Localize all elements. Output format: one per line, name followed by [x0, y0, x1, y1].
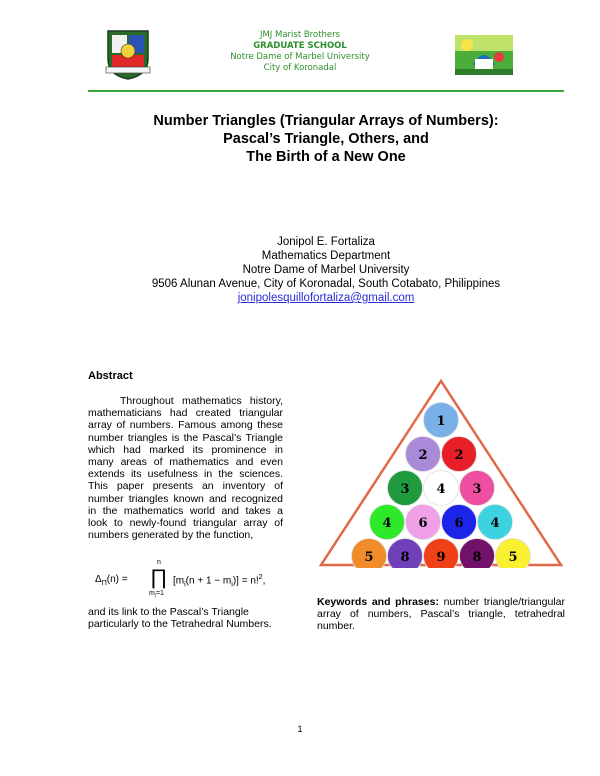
- triangle-ball-number: 3: [472, 482, 482, 497]
- header-line-2: GRADUATE SCHOOL: [253, 41, 347, 51]
- triangle-ball-number: 1: [436, 414, 446, 429]
- formula-rhs: n!: [250, 575, 259, 587]
- author-name: Jonipol E. Fortaliza: [277, 236, 375, 248]
- number-triangle-svg: [318, 378, 564, 568]
- triangle-ball-number: 4: [490, 516, 500, 531]
- triangle-ball-number: 4: [436, 482, 446, 497]
- abstract-body: Throughout mathematics history, mathematicians had created triangular array of numbers. Famous among these number triangles is the Pascal’s Triangle which had marked its prominence in many areas of mathematics and even extends its usefulness in the sciences. This paper presents an inventory of number triangles known and recognized in the mathematics world and takes a look to newly-found triangular array of numbers generated by the function,: [88, 395, 283, 542]
- formula-delta-sub: Π: [101, 580, 107, 587]
- title-line-2: Pascal’s Triangle, Others, and: [223, 131, 429, 147]
- triangle-ball-number: 3: [400, 482, 410, 497]
- header-line-3: Notre Dame of Marbel University: [230, 52, 370, 62]
- triangle-ball-number: 8: [472, 550, 482, 565]
- triangle-ball-number: 9: [436, 550, 446, 565]
- abstract-heading: Abstract: [88, 370, 133, 382]
- university-seal-logo: [104, 27, 152, 81]
- author-email-link[interactable]: jonipolesquillofortaliza@gmail.com: [237, 292, 415, 304]
- triangle-ball-number: 6: [418, 516, 428, 531]
- formula-product-upper: n: [157, 559, 161, 566]
- triangle-ball-number: 8: [400, 550, 410, 565]
- triangle-ball-number: 6: [454, 516, 464, 531]
- triangle-ball-number: 5: [364, 550, 374, 565]
- triangle-ball-number: 4: [382, 516, 392, 531]
- author-block: [88, 235, 564, 305]
- formula: [95, 559, 285, 602]
- abstract-tail: and its link to the Pascal’s Triangle particularly to the Tetrahedral Numbers.: [88, 606, 272, 631]
- title-line-1: Number Triangles (Triangular Arrays of Numbers):: [153, 113, 499, 129]
- formula-delta: Δ: [95, 574, 102, 585]
- header-divider: [88, 90, 564, 92]
- keywords-text: number triangle/triangular array of numbers, Pascal’s triangle, tetrahedral number.: [317, 596, 565, 633]
- author-address: 9506 Alunan Avenue, City of Koronadal, South Cotabato, Philippines: [151, 278, 501, 290]
- paper-title: [88, 112, 564, 166]
- header-line-4: City of Koronadal: [263, 63, 337, 73]
- formula-body-end: )] =: [232, 575, 248, 587]
- formula-body-mid: (n + 1 − m: [185, 575, 232, 587]
- formula-rhs-exp: 2: [258, 574, 263, 581]
- keywords-block: [317, 596, 565, 633]
- formula-body-sub2: i: [231, 581, 233, 589]
- triangle-ball-number: 2: [418, 448, 428, 463]
- title-line-3: The Birth of a New One: [246, 149, 406, 165]
- triangle-ball-number: 2: [454, 448, 464, 463]
- formula-product-lower-rest: =1: [155, 590, 164, 597]
- formula-arg: (n) =: [106, 574, 128, 585]
- header-line-1: JMJ Marist Brothers: [259, 30, 341, 40]
- author-university: Notre Dame of Marbel University: [242, 264, 410, 276]
- page-number: 1: [297, 724, 303, 734]
- formula-product-lower: m: [149, 590, 155, 597]
- formula-product-lower-sub: i: [154, 593, 156, 600]
- number-triangle-figure: [318, 378, 564, 568]
- formula-trail: ,: [262, 575, 266, 587]
- formula-body: [m: [173, 575, 185, 587]
- formula-product-symbol: ∏: [150, 566, 168, 589]
- triangle-ball-number: 5: [508, 550, 518, 565]
- author-department: Mathematics Department: [261, 250, 391, 262]
- formula-body-sub: i: [184, 581, 186, 589]
- graduate-school-logo: [455, 35, 513, 75]
- institution-header: [200, 30, 400, 74]
- keywords-label: Keywords and phrases:: [317, 596, 439, 608]
